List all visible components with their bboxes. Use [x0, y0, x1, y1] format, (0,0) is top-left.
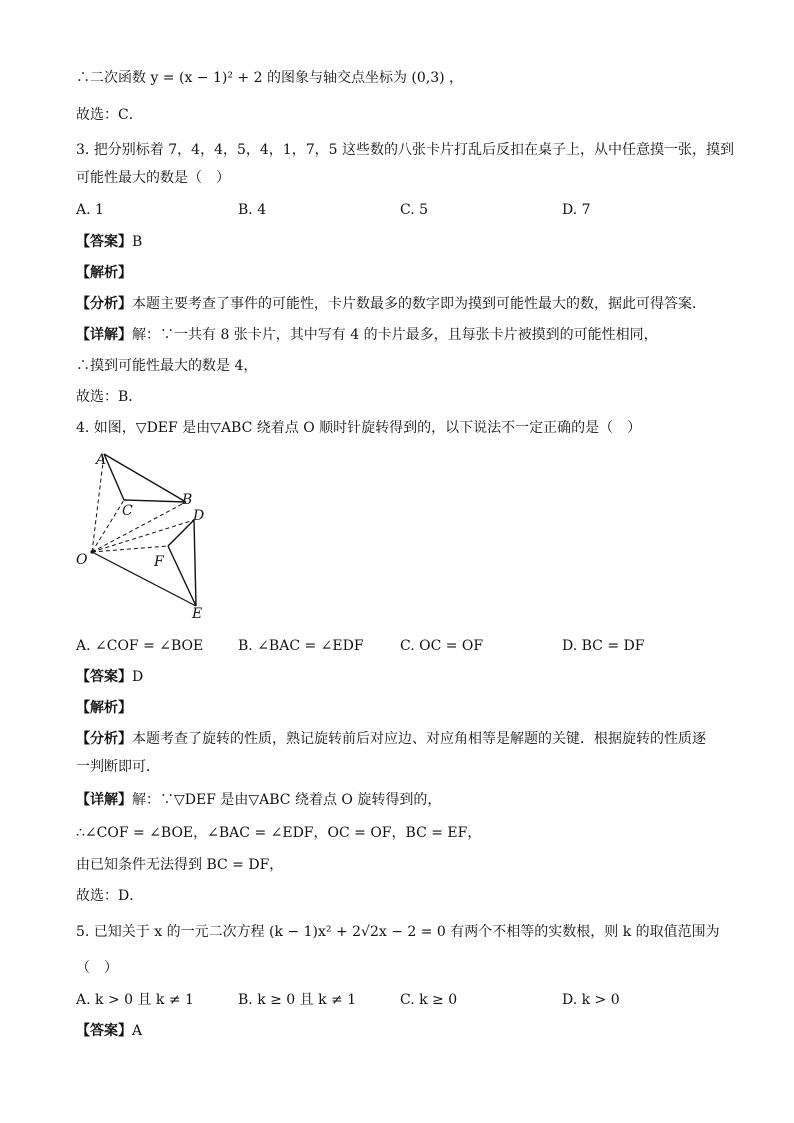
q5-option-d: D. k > 0 [562, 992, 620, 1008]
text-line: ∴二次函数 y = (x − 1)² + 2 的图象与轴交点坐标为 (0,3) ， [76, 70, 464, 86]
q4-detail-cont2: 由已知条件无法得到 BC = DF， [76, 857, 284, 873]
q3-detail [76, 325, 658, 345]
q3-option-c: C. 5 [400, 202, 429, 218]
label-f: F [154, 554, 164, 570]
label-a: A [96, 452, 107, 468]
q3-analysis-heading: 【解析】 [76, 265, 132, 281]
label-d: D [193, 508, 205, 524]
question-5-stem: 5. 已知关于 x 的一元二次方程 (k − 1)x² + 2√2x − 2 = 0 有两个不相等的实数根，则 k 的取值范围为 [76, 924, 720, 940]
q4-analysis [76, 729, 706, 749]
q3-option-b: B. 4 [238, 202, 267, 218]
q4-analysis-heading: 【解析】 [76, 700, 132, 716]
q3-option-d: D. 7 [562, 202, 591, 218]
q5-option-b: B. k ≥ 0 且 k ≠ 1 [238, 992, 357, 1008]
answer-tag: 【答案】 [76, 669, 132, 685]
q5-answer [76, 1021, 142, 1041]
q4-detail-cont: ∴∠COF = ∠BOE，∠BAC = ∠EDF，OC = OF，BC = EF， [76, 825, 482, 841]
rotation-figure [60, 442, 260, 622]
q4-option-d: D. BC = DF [562, 638, 645, 654]
q3-analysis [76, 294, 706, 314]
detail-tag: 【详解】 [76, 327, 132, 343]
detail-text: 解：∵▽DEF 是由▽ABC 绕着点 O 旋转得到的， [132, 792, 442, 808]
analysis-tag: 【分析】 [76, 296, 132, 312]
answer-value: B [132, 234, 143, 250]
label-b: B [182, 492, 193, 508]
label-e: E [192, 606, 203, 622]
answer-tag: 【答案】 [76, 234, 132, 250]
q4-option-a: A. ∠COF = ∠BOE [76, 638, 204, 654]
analysis-tag: 【分析】 [76, 731, 132, 747]
question-3-stem: 3. 把分别标着 7，4，4，5，4，1，7，5 这些数的八张卡片打乱后反扣在桌子上，从中任意摸一张，摸到 [76, 142, 734, 158]
q5-option-c: C. k ≥ 0 [400, 992, 458, 1008]
question-5-stem-cont: （ ） [76, 960, 118, 976]
text-line: 故选：C． [76, 107, 143, 123]
answer-value: A [132, 1023, 143, 1039]
q3-answer [76, 232, 142, 252]
detail-tag: 【详解】 [76, 792, 132, 808]
q5-option-a: A. k > 0 且 k ≠ 1 [76, 992, 194, 1008]
label-o: O [76, 552, 88, 568]
question-4-stem: 4. 如图，▽DEF 是由▽ABC 绕着点 O 顺时针旋转得到的，以下说法不一定正确的是（ ） [76, 420, 642, 436]
q4-option-b: B. ∠BAC = ∠EDF [238, 638, 364, 654]
answer-tag: 【答案】 [76, 1023, 132, 1039]
q4-option-c: C. OC = OF [400, 638, 484, 654]
question-3-stem-cont: 可能性最大的数是（ ） [76, 170, 230, 186]
q4-conclusion: 故选：D． [76, 888, 144, 904]
label-c: C [122, 503, 133, 519]
q3-detail-cont: ∴摸到可能性最大的数是 4， [76, 358, 258, 374]
detail-text: 解：∵一共有 8 张卡片，其中写有 4 的卡片最多，且每张卡片被摸到的可能性相同， [132, 327, 658, 343]
analysis-text: 本题考查了旋转的性质，熟记旋转前后对应边、对应角相等是解题的关键．根据旋转的性质逐 [132, 731, 706, 747]
answer-value: D [132, 669, 144, 685]
analysis-text: 本题主要考查了事件的可能性，卡片数最多的数字即为摸到可能性最大的数，据此可得答案． [132, 296, 706, 312]
q4-analysis-cont: 一判断即可． [76, 759, 160, 775]
q3-conclusion: 故选：B． [76, 389, 143, 405]
q4-detail [76, 790, 441, 810]
q4-answer [76, 667, 143, 687]
q3-option-a: A. 1 [76, 202, 104, 218]
